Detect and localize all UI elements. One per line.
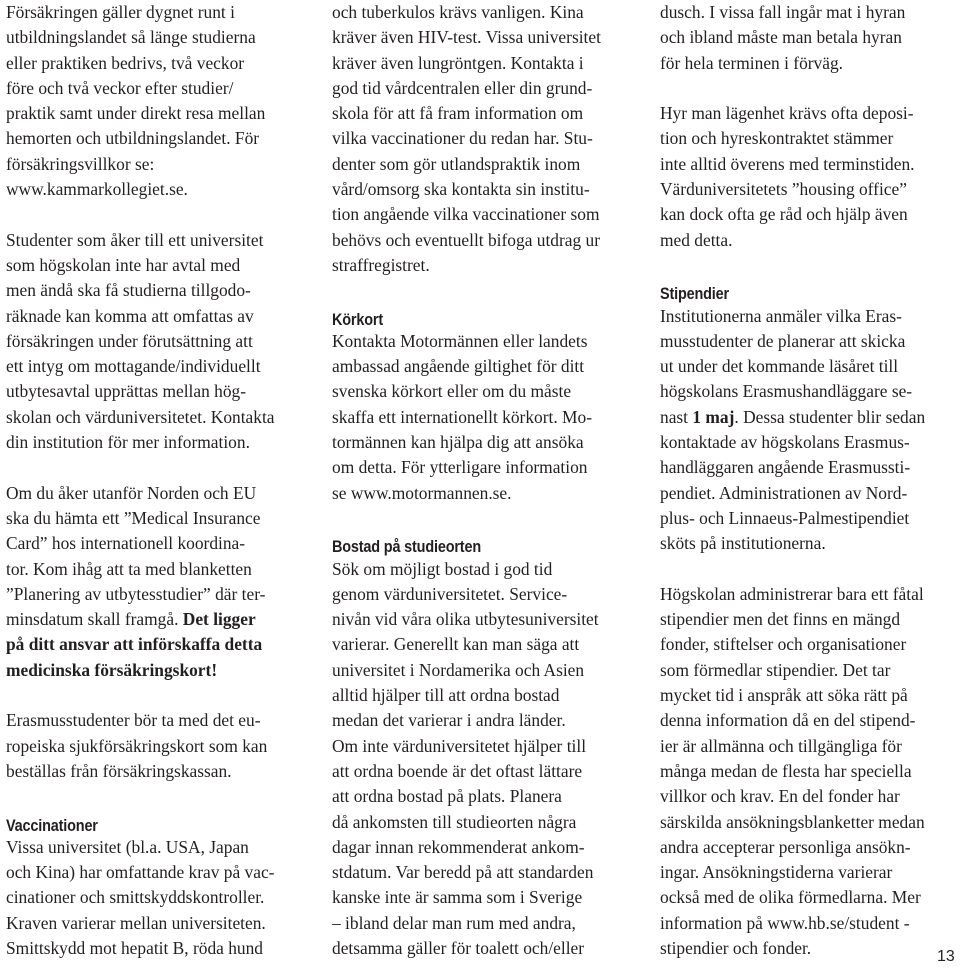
text-run: skaffa ett internationellt körkort. Mo-	[332, 406, 592, 427]
text-line	[660, 506, 960, 531]
text-line	[6, 911, 311, 936]
paragraph-gap	[660, 557, 960, 582]
paragraph-gap	[660, 253, 960, 278]
text-line	[332, 25, 632, 50]
text-line	[660, 177, 960, 202]
text-line	[660, 582, 960, 607]
text-run: Card” hos internationell koordina-	[6, 533, 246, 554]
text-run: och tuberkulos krävs vanligen. Kina	[332, 2, 584, 22]
text-line	[6, 101, 311, 126]
text-run: Smittskydd mot hepatit B, röda hund	[6, 937, 263, 958]
text-line	[332, 51, 632, 76]
text-line	[6, 0, 311, 25]
text-run: Värduniversitetets ”housing office”	[660, 179, 907, 200]
text-line	[332, 860, 632, 885]
text-run: straffregistret.	[332, 254, 430, 275]
text-line	[332, 734, 632, 759]
text-run: högskolans Erasmushandläggare se-	[660, 381, 913, 402]
text-run: många medan de flesta har speciella	[660, 760, 912, 781]
text-run: denter som gör utlandspraktik inom	[332, 153, 581, 174]
text-run: se www.motormannen.se.	[332, 482, 512, 503]
bold-text: Det ligger	[182, 609, 256, 630]
text-run: och Kina) har omfattande krav på vac-	[6, 862, 275, 883]
text-line	[660, 455, 960, 480]
text-line	[660, 860, 960, 885]
text-run: Högskolan administrerar bara ett fåtal	[660, 583, 924, 604]
text-run: – ibland delar man rum med andra,	[332, 912, 576, 933]
text-line	[332, 455, 632, 480]
text-run: behövs och eventuellt bifoga utdrag ur	[332, 229, 601, 250]
text-line	[660, 759, 960, 784]
text-line	[660, 658, 960, 683]
text-line	[660, 329, 960, 354]
text-line	[6, 481, 311, 506]
text-run: minsdatum skall framgå.	[6, 609, 183, 630]
text-run: andra accepterar personliga ansökn-	[660, 836, 911, 857]
section-heading: Vaccinationer	[6, 815, 98, 835]
text-line	[660, 0, 960, 25]
text-line	[660, 936, 960, 961]
text-run: Institutionerna anmäler vilka Eras-	[660, 305, 902, 326]
text-run: dagar innan rekommenderat ankom-	[332, 836, 585, 857]
text-run: genom värduniversitetet. Service-	[332, 583, 568, 604]
text-run: mycket tid i anspråk att söka rätt på	[660, 685, 908, 706]
text-run: och ibland måste man betala hyran	[660, 27, 902, 48]
text-run: ier är allmänna och tillgängliga för	[660, 735, 902, 756]
text-run: ambassad angående giltighet för ditt	[332, 356, 585, 377]
text-line	[660, 228, 960, 253]
text-run: vilka vaccinationer du redan har. Stu-	[332, 128, 593, 149]
text-run: räknade kan komma att omfattas av	[6, 305, 254, 326]
text-line	[6, 126, 311, 151]
text-line	[332, 683, 632, 708]
section-heading: Körkort	[332, 309, 383, 329]
text-run: alltid hjälper till att ordna bostad	[332, 685, 560, 706]
paragraph-gap	[6, 784, 311, 809]
paragraph-gap	[332, 506, 632, 531]
text-line	[6, 354, 311, 379]
text-run: Om du åker utanför Norden och EU	[6, 482, 257, 503]
text-line	[6, 885, 311, 910]
text-line	[6, 860, 311, 885]
text-line	[332, 557, 632, 582]
text-line	[6, 379, 311, 404]
text-line	[332, 177, 632, 202]
text-line	[660, 911, 960, 936]
text-line	[6, 936, 311, 961]
text-line	[6, 557, 311, 582]
text-run: tormännen kan hjälpa dig att ansöka	[332, 432, 584, 453]
text-run: Sök om möjligt bostad i god tid	[332, 558, 553, 579]
text-line	[332, 582, 632, 607]
text-line	[6, 582, 311, 607]
text-run: Försäkringen gäller dygnet runt i	[6, 2, 235, 22]
text-run: då ankomsten till studieorten några	[332, 811, 577, 832]
text-line	[332, 810, 632, 835]
text-run: detsamma gäller för toalett och/eller	[332, 937, 585, 958]
bold-text: på ditt ansvar att införskaffa detta	[6, 634, 263, 655]
text-run: ett intyg om mottagande/individuellt	[6, 356, 261, 377]
text-line	[6, 708, 311, 733]
text-run: pendiet. Administrationen av Nord-	[660, 482, 908, 503]
text-line	[332, 885, 632, 910]
text-line	[6, 76, 311, 101]
text-line	[660, 607, 960, 632]
text-run: försäkringen under förutsättning att	[6, 330, 253, 351]
text-run: Kraven varierar mellan universiteten.	[6, 912, 266, 933]
text-run: Kontakta Motormännen eller landets	[332, 330, 588, 351]
text-run: varierar. Generellt kan man säga att	[332, 634, 580, 655]
text-line	[332, 430, 632, 455]
text-line	[332, 76, 632, 101]
text-line	[6, 278, 311, 303]
text-line	[660, 531, 960, 556]
text-line	[660, 354, 960, 379]
text-line	[332, 607, 632, 632]
text-line	[6, 734, 311, 759]
text-line	[332, 759, 632, 784]
text-run: denna information då en del stipend-	[660, 710, 916, 731]
text-run: kanske inte är samma som i Sverige	[332, 887, 583, 908]
text-column-middle	[332, 0, 632, 961]
text-line	[332, 152, 632, 177]
text-line	[332, 708, 632, 733]
text-line	[660, 101, 960, 126]
text-run: nast	[660, 406, 693, 427]
text-run: svenska körkort eller om du måste	[332, 381, 572, 402]
text-run: utbildningslandet så länge studierna	[6, 27, 256, 48]
text-run: stipendier men det finns en mängd	[660, 609, 901, 630]
text-line	[332, 0, 632, 25]
text-run: Vissa universitet (bl.a. USA, Japan	[6, 836, 249, 857]
text-line	[660, 632, 960, 657]
text-run: handläggaren angående Erasmussti-	[660, 457, 911, 478]
text-run: villkor och krav. En del fonder har	[660, 786, 900, 807]
text-line	[332, 632, 632, 657]
text-run: ut under det kommande läsåret till	[660, 356, 899, 377]
text-run: plus- och Linnaeus-Palmestipendiet	[660, 507, 910, 528]
text-run: praktik samt under direkt resa mellan	[6, 103, 266, 124]
text-run: ingar. Ansökningstiderna varierar	[660, 862, 893, 883]
text-line	[660, 152, 960, 177]
text-run: för hela terminen i förväg.	[660, 52, 844, 73]
text-run: fonder, stiftelser och organisationer	[660, 634, 907, 655]
text-run: cinationer och smittskyddskontroller.	[6, 887, 265, 908]
section-heading: Bostad på studieorten	[332, 537, 481, 557]
text-run: din institution för mer information.	[6, 432, 250, 453]
text-line	[660, 405, 960, 430]
text-run: skola för att få fram information om	[332, 103, 584, 124]
text-line	[332, 253, 632, 278]
text-run: stdatum. Var beredd på att standarden	[332, 862, 594, 883]
text-run: Erasmusstudenter bör ta med det eu-	[6, 710, 261, 731]
text-line	[6, 228, 311, 253]
text-line	[332, 835, 632, 860]
text-run: god tid vårdcentralen eller din grund-	[332, 77, 593, 98]
paragraph-gap	[6, 683, 311, 708]
text-line	[660, 810, 960, 835]
text-line	[332, 405, 632, 430]
text-run: Om inte värduniversitetet hjälper till	[332, 735, 587, 756]
section-heading: Stipendier	[660, 284, 729, 304]
text-line	[332, 911, 632, 936]
text-line	[660, 835, 960, 860]
text-line	[6, 329, 311, 354]
text-run: skolan och värduniversitetet. Kontakta	[6, 406, 275, 427]
text-line	[332, 354, 632, 379]
text-run: inte alltid överens med terminstiden.	[660, 153, 915, 174]
text-line	[660, 481, 960, 506]
text-run: nivån vid våra olika utbytesuniversitet	[332, 609, 599, 630]
text-line	[6, 430, 311, 455]
text-run: kräver även lungröntgen. Kontakta i	[332, 52, 584, 73]
text-run: också med de olika förmedlarna. Mer	[660, 887, 921, 908]
text-column-right	[660, 0, 960, 961]
text-line	[6, 506, 311, 531]
paragraph-gap	[6, 455, 311, 480]
bold-text: 1 maj	[692, 406, 735, 427]
text-run: att ordna bostad på plats. Planera	[332, 786, 562, 807]
text-run: hemorten och utbildningslandet. För	[6, 128, 260, 149]
text-line	[6, 658, 311, 683]
text-line	[332, 784, 632, 809]
text-run: musstudenter de planerar att skicka	[660, 330, 906, 351]
text-run: men ändå ska få studierna tillgodo-	[6, 280, 251, 301]
text-line	[332, 329, 632, 354]
text-line	[332, 936, 632, 961]
text-line	[6, 405, 311, 430]
text-line	[660, 51, 960, 76]
text-column-left	[6, 0, 311, 961]
text-run: . Dessa studenter blir sedan	[734, 406, 926, 427]
text-run: beställas från försäkringskassan.	[6, 760, 232, 781]
text-line	[332, 658, 632, 683]
text-run: ”Planering av utbytesstudier” där ter-	[6, 583, 266, 604]
bold-text: medicinska försäkringskort!	[6, 659, 218, 680]
text-line	[6, 51, 311, 76]
text-run: stipendier och fonder.	[660, 937, 812, 958]
text-line	[6, 25, 311, 50]
text-line	[660, 304, 960, 329]
text-run: Studenter som åker till ett universitet	[6, 229, 264, 250]
text-run: sköts på institutionerna.	[660, 533, 826, 554]
text-run: med detta.	[660, 229, 733, 250]
paragraph-gap	[332, 278, 632, 303]
text-run: medan det varierar i andra länder.	[332, 710, 566, 731]
text-line	[6, 759, 311, 784]
text-run: att ordna boende är det oftast lättare	[332, 760, 583, 781]
text-run: som förmedlar stipendier. Det tar	[660, 659, 891, 680]
text-run: www.kammarkollegiet.se.	[6, 179, 188, 200]
text-line	[660, 734, 960, 759]
text-line	[6, 607, 311, 632]
text-run: kräver även HIV-test. Vissa universitet	[332, 27, 601, 48]
text-run: kan dock ofta ge råd och hjälp även	[660, 204, 908, 225]
text-line	[6, 531, 311, 556]
text-run: försäkringsvillkor se:	[6, 153, 155, 174]
text-run: vård/omsorg ska kontakta sin institu-	[332, 179, 590, 200]
text-line	[6, 152, 311, 177]
text-line	[332, 126, 632, 151]
paragraph-gap	[660, 76, 960, 101]
text-run: tor. Kom ihåg att ta med blanketten	[6, 558, 252, 579]
text-run: före och två veckor efter studier/	[6, 77, 234, 98]
paragraph-gap	[6, 202, 311, 227]
text-line	[660, 126, 960, 151]
text-line	[660, 708, 960, 733]
text-run: som högskolan inte har avtal med	[6, 254, 241, 275]
text-run: dusch. I vissa fall ingår mat i hyran	[660, 2, 906, 22]
text-line	[660, 25, 960, 50]
text-line	[332, 101, 632, 126]
text-run: kontaktade av högskolans Erasmus-	[660, 432, 910, 453]
text-line	[6, 177, 311, 202]
text-line	[332, 228, 632, 253]
text-run: ska du hämta ett ”Medical Insurance	[6, 507, 261, 528]
page-number: 13	[937, 948, 955, 965]
text-line	[660, 202, 960, 227]
text-line	[332, 202, 632, 227]
text-line	[660, 683, 960, 708]
text-line	[6, 304, 311, 329]
text-run: tion angående vilka vaccinationer som	[332, 204, 600, 225]
text-run: om detta. För ytterligare information	[332, 457, 588, 478]
text-line	[332, 379, 632, 404]
text-line	[6, 253, 311, 278]
text-line	[660, 885, 960, 910]
text-run: information på www.hb.se/student -	[660, 912, 910, 933]
text-run: tion och hyreskontraktet stämmer	[660, 128, 894, 149]
text-run: utbytesavtal upprättas mellan hög-	[6, 381, 247, 402]
text-run: Hyr man lägenhet krävs ofta deposi-	[660, 103, 914, 124]
text-line	[332, 481, 632, 506]
text-run: särskilda ansökningsblanketter medan	[660, 811, 925, 832]
text-run: universitet i Nordamerika och Asien	[332, 659, 585, 680]
text-line	[6, 835, 311, 860]
text-run: eller praktiken bedrivs, två veckor	[6, 52, 245, 73]
text-line	[6, 632, 311, 657]
text-run: ropeiska sjukförsäkringskort som kan	[6, 735, 268, 756]
text-line	[660, 784, 960, 809]
text-line	[660, 379, 960, 404]
text-line	[660, 430, 960, 455]
